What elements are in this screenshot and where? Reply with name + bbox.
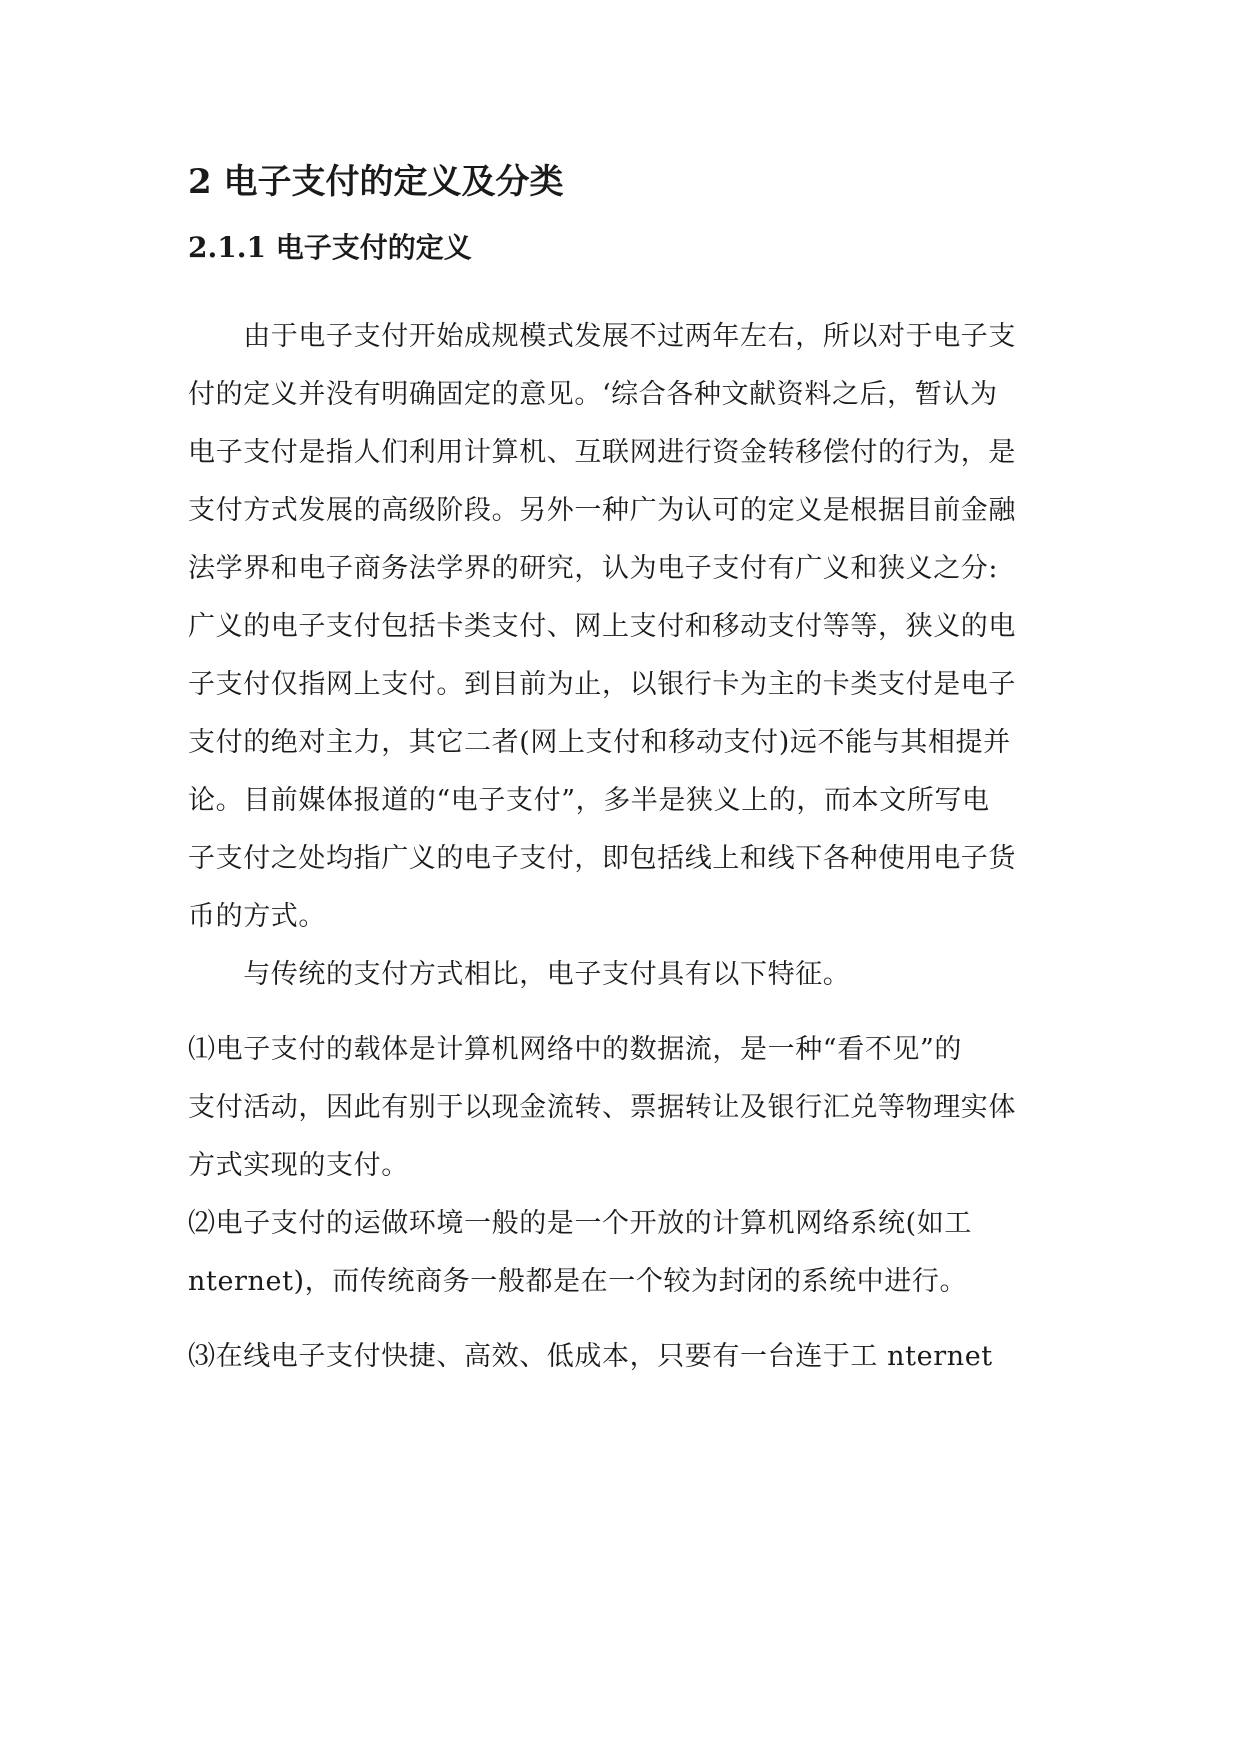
body-line: 币的方式。 [188, 901, 326, 932]
body-line: ⑵电子支付的运做环境一般的是一个开放的计算机网络系统(如工 [188, 1208, 972, 1239]
body-line: 子支付仅指网上支付。到目前为止，以银行卡为主的卡类支付是电子 [188, 669, 1016, 700]
body-line: 与传统的支付方式相比，电子支付具有以下特征。 [188, 959, 851, 990]
body-line: 方式实现的支付。 [188, 1150, 409, 1181]
body-line: 支付方式发展的高级阶段。另外一种广为认可的定义是根据目前金融 [188, 495, 1016, 526]
body-line: 电子支付是指人们利用计算机、互联网进行资金转移偿付的行为，是 [188, 437, 1016, 468]
chapter-heading: 2 电子支付的定义及分类 [188, 162, 564, 202]
body-line: 论。目前媒体报道的“电子支付”，多半是狭义上的，而本文所写电 [188, 785, 990, 816]
section-heading: 2.1.1 电子支付的定义 [188, 231, 472, 264]
body-line: ⑴电子支付的载体是计算机网络中的数据流，是一种“看不见”的 [188, 1034, 963, 1065]
body-line: 支付活动，因此有别于以现金流转、票据转让及银行汇兑等物理实体 [188, 1092, 1016, 1123]
body-line: nternet)，而传统商务一般都是在一个较为封闭的系统中进行。 [188, 1266, 968, 1297]
body-line: ⑶在线电子支付快捷、高效、低成本，只要有一台连于工 nternet [188, 1341, 993, 1372]
body-line: 子支付之处均指广义的电子支付，即包括线上和线下各种使用电子货 [188, 843, 1016, 874]
body-line: 支付的绝对主力，其它二者(网上支付和移动支付)远不能与其相提并 [188, 727, 1011, 758]
body-line: 广义的电子支付包括卡类支付、网上支付和移动支付等等，狭义的电 [188, 611, 1016, 642]
body-line: 法学界和电子商务法学界的研究，认为电子支付有广义和狭义之分: [188, 553, 999, 584]
body-line: 付的定义并没有明确固定的意见。‘综合各种文献资料之后，暂认为 [188, 379, 998, 410]
body-line: 由于电子支付开始成规模式发展不过两年左右，所以对于电子支 [188, 321, 1016, 352]
